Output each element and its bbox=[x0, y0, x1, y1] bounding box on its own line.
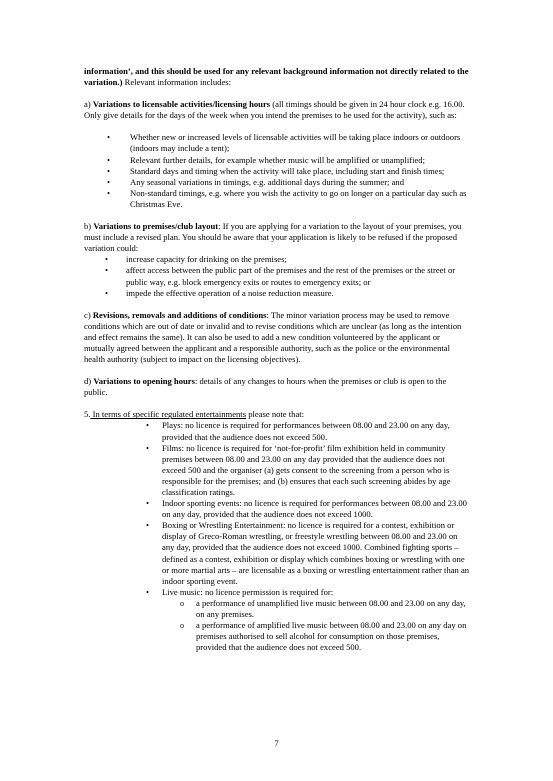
intro-bold: information’, and this should be used for any relevant background information not directly related to the variation.) bbox=[84, 66, 469, 88]
live-music-sublist bbox=[162, 598, 470, 653]
section-b-prefix: b) bbox=[84, 221, 94, 232]
list-item-live-music bbox=[162, 587, 470, 654]
list-item: • Any seasonal variations in timings, e.g. additional days during the summer; and bbox=[130, 177, 470, 188]
list-item: • Indoor sporting events: no licence is required for performances between 08.00 and 23.00 on any day, provided that the audience does not exceed 1000. bbox=[162, 498, 470, 520]
page-number: 7 bbox=[274, 738, 279, 748]
list-item: • Relevant further details, for example whether music will be amplified or unamplified; bbox=[130, 155, 470, 166]
list-item: • impede the effective operation of a noise reduction measure. bbox=[126, 288, 470, 299]
sub-list-item: o a performance of amplified live music between 08.00 and 23.00 on any day on premises authorised to sell alcohol for consumption on those premises, provided that the audience does not exceed 500. bbox=[196, 620, 470, 653]
section-c-text: : The minor variation process may be used to remove conditions which are out of date or invalid and to revise conditions which are unclear (as long as the intention and effect remains the same). It can also be used to add a new condition volunteered by the applicant or mutually agreed between the applicant and a responsible authority, such as the police or the environmental health authority (subject to impact on the licensing objectives). bbox=[84, 309, 462, 365]
section-c-heading: Revisions, removals and additions of conditions bbox=[92, 309, 267, 320]
document-body bbox=[84, 66, 470, 653]
section-5-underlined: In terms of specific regulated entertainments bbox=[90, 409, 247, 420]
intro-paragraph bbox=[84, 66, 470, 88]
intro-rest: Relevant information includes: bbox=[122, 77, 232, 88]
sub-list-item: o a performance of unamplified live music between 08.00 and 23.00 on any day, on any premises. bbox=[196, 598, 470, 620]
list-item: • Films: no licence is required for ‘not-for-profit’ film exhibition held in community premises between 08.00 and 23.00 on any day provided that the audience does not exceed 500 and the organiser (a) gets consent to the screening from a person who is responsible for the premises; and (b) ensures that each such screening abides by age classification ratings. bbox=[162, 443, 470, 498]
section-a-prefix: a) bbox=[84, 99, 93, 110]
section-5-text: please note that: bbox=[246, 409, 305, 420]
section-d-paragraph bbox=[84, 376, 470, 398]
section-5-list bbox=[84, 420, 470, 653]
list-item: • Whether new or increased levels of licensable activities will be taking place indoors or outdoors (indoors may include a tent); bbox=[130, 132, 470, 154]
section-5-prefix: 5. bbox=[84, 409, 91, 420]
section-b-heading: Variations to premises/club layout bbox=[93, 221, 219, 232]
section-b-text: : If you are applying for a variation to the layout of your premises, you must include a revised plan. You should be aware that your application is likely to be refused if the proposed variation could: bbox=[84, 221, 462, 254]
list-item: • increase capacity for drinking on the premises; bbox=[126, 254, 470, 265]
section-c-prefix: c) bbox=[84, 309, 93, 320]
list-item: • affect access between the public part of the premises and the rest of the premises or the street or public way, e.g. block emergency exits or routes to emergency exits; or bbox=[126, 265, 470, 287]
section-d-prefix: d) bbox=[84, 376, 94, 387]
list-item: • Boxing or Wrestling Entertainment: no licence is required for a contest, exhibition or display of Greco-Roman wrestling, or freestyle wrestling between 08.00 and 23.00 on any day, provided that the audience does not exceed 1000. Combined fighting sports – defined as a contest, exhibition or display which combines boxing or wrestling with one or more martial arts – are licensable as a boxing or wrestling entertainment rather than an indoor sporting event. bbox=[162, 520, 470, 587]
section-a-text: (all timings should be given in 24 hour clock e.g. 16.00. Only give details for the days of the week when you intend the premises to be used for the activity), such as: bbox=[84, 99, 465, 121]
section-b-list bbox=[84, 254, 470, 298]
list-item: • Plays: no licence is required for performances between 08.00 and 23.00 on any day, provided that the audience does not exceed 500. bbox=[162, 420, 470, 442]
list-item: • Standard days and timing when the activity will take place, including start and finish times; bbox=[130, 166, 470, 177]
section-c-paragraph bbox=[84, 310, 470, 365]
list-item: • Non-standard timings, e.g. where you wish the activity to go on longer on a particular day such as Christmas Eve. bbox=[130, 188, 470, 210]
section-b-paragraph bbox=[84, 221, 470, 254]
section-d-text: : details of any changes to hours when the premises or club is open to the public. bbox=[84, 376, 447, 398]
section-a-heading: Variations to licensable activities/licensing hours bbox=[92, 99, 271, 110]
section-a-list bbox=[84, 132, 470, 210]
section-5-paragraph bbox=[84, 409, 470, 420]
live-music-label: Live music: no licence permission is required for: bbox=[162, 586, 334, 597]
section-a-paragraph bbox=[84, 99, 470, 121]
section-d-heading: Variations to opening hours bbox=[93, 376, 195, 387]
